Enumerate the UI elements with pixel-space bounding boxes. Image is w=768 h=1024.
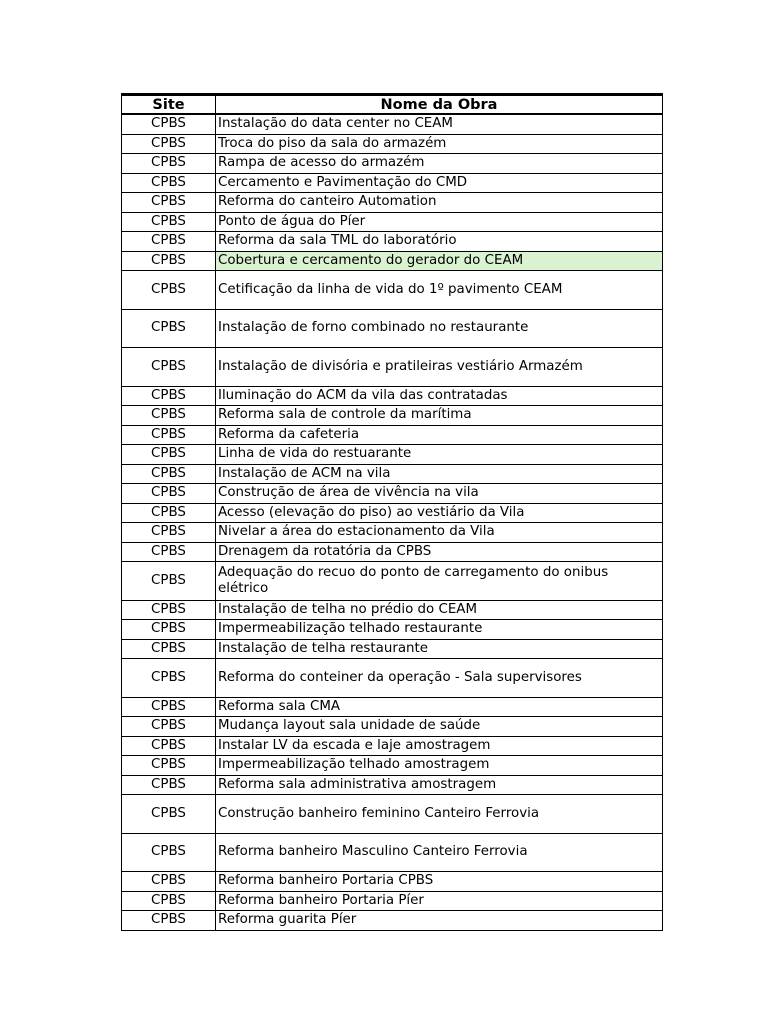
site-cell: CPBS xyxy=(122,795,216,834)
site-cell: CPBS xyxy=(122,271,216,310)
work-name-cell: Linha de vida do restuarante xyxy=(216,445,663,465)
site-cell: CPBS xyxy=(122,386,216,406)
site-cell: CPBS xyxy=(122,425,216,445)
table-row-highlighted xyxy=(122,251,663,271)
work-name-cell: Reforma guarita Píer xyxy=(216,911,663,931)
table-row xyxy=(122,756,663,776)
site-cell: CPBS xyxy=(122,756,216,776)
table-row xyxy=(122,271,663,310)
work-name-cell-highlighted: Cobertura e cercamento do gerador do CEAM xyxy=(216,251,663,271)
table-row xyxy=(122,562,663,601)
work-name-cell: Reforma banheiro Portaria Píer xyxy=(216,891,663,911)
table-row xyxy=(122,445,663,465)
site-cell: CPBS xyxy=(122,697,216,717)
work-name-cell: Construção de área de vivência na vila xyxy=(216,484,663,504)
site-cell: CPBS xyxy=(122,833,216,872)
site-cell: CPBS xyxy=(122,134,216,154)
table-row xyxy=(122,891,663,911)
table-row xyxy=(122,600,663,620)
work-name-cell: Ponto de água do Píer xyxy=(216,212,663,232)
table-row xyxy=(122,173,663,193)
site-cell: CPBS xyxy=(122,891,216,911)
site-cell: CPBS xyxy=(122,348,216,387)
site-cell: CPBS xyxy=(122,445,216,465)
site-column-header: Site xyxy=(122,95,216,115)
table-row xyxy=(122,697,663,717)
site-cell: CPBS xyxy=(122,562,216,601)
work-name-cell: Reforma da sala TML do laboratório xyxy=(216,232,663,252)
work-name-cell: Impermeabilização telhado amostragem xyxy=(216,756,663,776)
work-name-cell: Instalar LV da escada e laje amostragem xyxy=(216,736,663,756)
table-row xyxy=(122,134,663,154)
site-cell: CPBS xyxy=(122,911,216,931)
table-row xyxy=(122,542,663,562)
table-row xyxy=(122,833,663,872)
header-row xyxy=(122,95,663,115)
table-row xyxy=(122,639,663,659)
table-row xyxy=(122,464,663,484)
table-row xyxy=(122,659,663,698)
work-name-cell: Drenagem da rotatória da CPBS xyxy=(216,542,663,562)
table-row xyxy=(122,484,663,504)
site-cell: CPBS xyxy=(122,212,216,232)
site-cell: CPBS xyxy=(122,523,216,543)
work-name-cell: Rampa de acesso do armazém xyxy=(216,154,663,174)
site-cell: CPBS xyxy=(122,639,216,659)
table-row xyxy=(122,348,663,387)
site-cell: CPBS xyxy=(122,464,216,484)
table-row xyxy=(122,193,663,213)
work-name-cell: Troca do piso da sala do armazém xyxy=(216,134,663,154)
work-name-cell: Reforma sala de controle da marítima xyxy=(216,406,663,426)
work-name-cell: Reforma banheiro Portaria CPBS xyxy=(216,872,663,892)
table-row xyxy=(122,872,663,892)
table-row xyxy=(122,114,663,134)
work-name-cell: Mudança layout sala unidade de saúde xyxy=(216,717,663,737)
table-row xyxy=(122,406,663,426)
work-name-cell: Reforma da cafeteria xyxy=(216,425,663,445)
table-row xyxy=(122,232,663,252)
site-cell: CPBS xyxy=(122,600,216,620)
site-cell: CPBS xyxy=(122,114,216,134)
site-cell: CPBS xyxy=(122,309,216,348)
work-name-cell: Instalação de forno combinado no restaurante xyxy=(216,309,663,348)
table-row xyxy=(122,386,663,406)
table-row xyxy=(122,523,663,543)
work-name-cell: Instalação de telha no prédio do CEAM xyxy=(216,600,663,620)
work-name-cell: Instalação de divisória e pratileiras vestiário Armazém xyxy=(216,348,663,387)
work-name-cell: Cetificação da linha de vida do 1º pavimento CEAM xyxy=(216,271,663,310)
site-cell: CPBS xyxy=(122,659,216,698)
work-name-cell: Iluminação do ACM da vila das contratadas xyxy=(216,386,663,406)
work-name-cell: Instalação do data center no CEAM xyxy=(216,114,663,134)
site-cell: CPBS xyxy=(122,503,216,523)
work-name-cell: Acesso (elevação do piso) ao vestiário da Vila xyxy=(216,503,663,523)
work-name-cell: Impermeabilização telhado restaurante xyxy=(216,620,663,640)
table-row xyxy=(122,503,663,523)
site-cell: CPBS xyxy=(122,154,216,174)
name-column-header: Nome da Obra xyxy=(216,95,663,115)
table-row xyxy=(122,154,663,174)
table-row xyxy=(122,736,663,756)
work-name-cell: Reforma sala administrativa amostragem xyxy=(216,775,663,795)
work-name-cell: Reforma sala CMA xyxy=(216,697,663,717)
work-name-cell: Construção banheiro feminino Canteiro Ferrovia xyxy=(216,795,663,834)
table-row xyxy=(122,309,663,348)
table-row xyxy=(122,775,663,795)
work-name-cell: Cercamento e Pavimentação do CMD xyxy=(216,173,663,193)
table-row xyxy=(122,795,663,834)
site-cell: CPBS xyxy=(122,232,216,252)
site-cell: CPBS xyxy=(122,872,216,892)
site-cell: CPBS xyxy=(122,193,216,213)
work-name-cell: Reforma do conteiner da operação - Sala supervisores xyxy=(216,659,663,698)
works-table xyxy=(121,93,663,931)
site-cell: CPBS xyxy=(122,251,216,271)
work-name-cell: Reforma do canteiro Automation xyxy=(216,193,663,213)
table-row xyxy=(122,620,663,640)
site-cell: CPBS xyxy=(122,775,216,795)
table-row xyxy=(122,425,663,445)
work-name-cell: Adequação do recuo do ponto de carregamento do onibus elétrico xyxy=(216,562,663,601)
table-row xyxy=(122,212,663,232)
site-cell: CPBS xyxy=(122,717,216,737)
work-name-cell: Instalação de ACM na vila xyxy=(216,464,663,484)
site-cell: CPBS xyxy=(122,406,216,426)
site-cell: CPBS xyxy=(122,620,216,640)
work-name-cell: Instalação de telha restaurante xyxy=(216,639,663,659)
site-cell: CPBS xyxy=(122,484,216,504)
work-name-cell: Reforma banheiro Masculino Canteiro Ferrovia xyxy=(216,833,663,872)
table-row xyxy=(122,717,663,737)
work-name-cell: Nivelar a área do estacionamento da Vila xyxy=(216,523,663,543)
site-cell: CPBS xyxy=(122,173,216,193)
site-cell: CPBS xyxy=(122,736,216,756)
site-cell: CPBS xyxy=(122,542,216,562)
table-row xyxy=(122,911,663,931)
